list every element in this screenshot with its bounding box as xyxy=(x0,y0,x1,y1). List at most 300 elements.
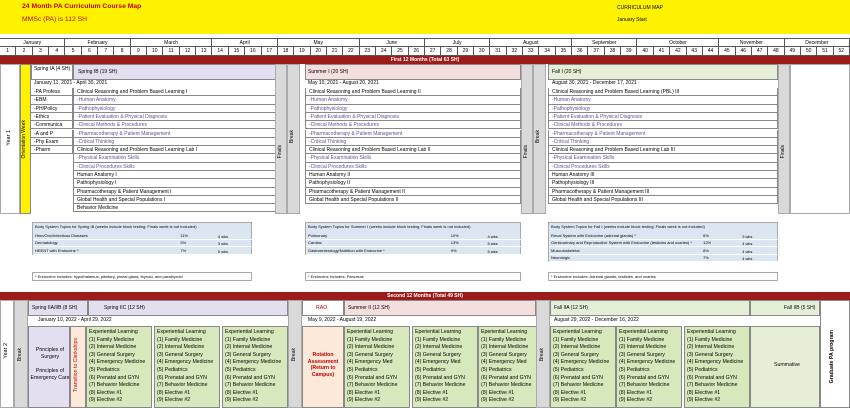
week-cell: 48 xyxy=(768,47,784,56)
topic-name: Pulmonary xyxy=(308,232,328,238)
ew-line: (2) Internal Medicine xyxy=(89,344,137,351)
spring-row: Behavior Medicine xyxy=(73,204,283,212)
start-label: January Start xyxy=(617,17,647,23)
ew-block xyxy=(478,326,544,408)
summer-ii-dates: May 9, 2022 - August 19, 2022 xyxy=(308,317,377,323)
ew-line: (7) Behavior Medicine xyxy=(553,382,604,389)
ew-line: (3) General Surgery xyxy=(347,351,393,358)
fall-row: Global Health and Special Populations III xyxy=(548,196,778,204)
topic-weeks: 3 wks xyxy=(217,241,229,246)
topic-pct: 13% xyxy=(450,240,459,245)
spring-ia-list xyxy=(31,88,73,160)
ew-line: (2) Internal Medicine xyxy=(157,344,205,351)
break-2-label: Break xyxy=(535,130,541,144)
ew-line: (8) Elective #1 xyxy=(157,389,191,396)
week-cell: 9 xyxy=(131,47,147,56)
spring-ia-item: -Ethics xyxy=(31,113,73,121)
summer-row: -Human Anatomy xyxy=(305,96,521,104)
fall-row: -Human Anatomy xyxy=(548,96,778,104)
fall-i-title: Fall I (20 SH) xyxy=(552,69,582,75)
topic-weeks: 5 wks xyxy=(487,241,498,246)
ew-line: (8) Elective #1 xyxy=(619,389,653,396)
summer-row: Global Health and Special Populations II xyxy=(305,196,521,204)
ew-line: (1) Family Medicine xyxy=(619,336,665,343)
ew-line: (6) Prenatal and GYN xyxy=(619,374,669,381)
fall-row: -Physical Examination Skills xyxy=(548,154,778,162)
summer-row: Pharmacotherapy & Patient Management II xyxy=(305,188,521,196)
topic-table xyxy=(548,222,778,262)
week-cell: 35 xyxy=(556,47,572,56)
ew-line: (4) Emergency Med xyxy=(481,359,527,366)
ew-line: (5) Pediatrics xyxy=(481,367,512,373)
break-1-label: Break xyxy=(289,130,295,144)
week-row xyxy=(0,47,850,56)
topic-row-line xyxy=(549,261,779,262)
ew-block xyxy=(344,326,410,408)
ew-line: (5) Pediatrics xyxy=(157,367,188,373)
summer-row: Human Anatomy II xyxy=(305,171,521,179)
topic-weeks: 4 wks xyxy=(742,241,753,246)
ew-block xyxy=(412,326,478,408)
map-label: CURRICULUM MAP xyxy=(617,5,663,11)
week-cell: 23 xyxy=(360,47,376,56)
topic-weeks: 4 wks xyxy=(217,233,229,239)
month-cell: March xyxy=(131,39,213,48)
topic-pct: 6% xyxy=(703,232,709,238)
topic-pct: 5% xyxy=(180,240,187,245)
ew-line: (9) Elective #2 xyxy=(415,397,449,404)
fall-row: Pathophysiology III xyxy=(548,179,778,187)
ew-line: (8) Elective #1 xyxy=(481,389,515,396)
spring-row: -Pharmacotherapy & Patient Management xyxy=(73,130,283,138)
month-cell: May xyxy=(278,39,360,48)
ew-block xyxy=(222,326,288,408)
ew-line: (1) Family Medicine xyxy=(89,336,135,343)
week-cell: 27 xyxy=(425,47,441,56)
fall-row: -Clinical Methods & Procedures xyxy=(548,121,778,129)
ew-line: (2) Internal Medicine xyxy=(225,344,273,351)
ew-line: (7) Behavior Medicine xyxy=(415,382,466,389)
ew-line: (9) Elective #2 xyxy=(89,397,123,404)
spring-ia-item: -PH/Policy xyxy=(31,105,73,113)
ew-line: (8) Elective #1 xyxy=(553,389,587,396)
summer-row: -Clinical Methods & Procedures xyxy=(305,121,521,129)
ew-line: (3) General Surgery xyxy=(225,351,271,358)
week-cell: 50 xyxy=(801,47,817,56)
ew-line: (3) General Surgery xyxy=(89,351,135,358)
topic-name: Cardiac xyxy=(308,240,322,245)
ew-line: (3) General Surgery xyxy=(553,351,599,358)
topic-row-line xyxy=(549,246,779,247)
principles-emergency: Principles of Emergency Care xyxy=(30,368,70,381)
topic-row-line xyxy=(33,239,253,240)
fall-i-dates: August 30, 2021 - December 17, 2021 xyxy=(552,80,637,86)
topic-row-line xyxy=(549,254,779,255)
ew-line: (5) Pediatrics xyxy=(619,367,650,373)
ew-line: (1) Family Medicine xyxy=(687,336,733,343)
ew-line: (9) Elective #2 xyxy=(553,397,587,404)
fall-iia-dates: August 29, 2022 - December 16, 2022 xyxy=(554,317,639,323)
summer-row: -Physical Examination Skills xyxy=(305,154,521,162)
week-cell: 11 xyxy=(163,47,179,56)
week-cell: 13 xyxy=(196,47,212,56)
spring-row: Clinical Reasoning and Problem Based Learning I xyxy=(73,88,283,96)
spring-row: -Patient Evaluation & Physical Diagnosis xyxy=(73,113,283,121)
month-cell: October xyxy=(638,39,720,48)
week-cell: 36 xyxy=(572,47,588,56)
spring-row: -Physical Examination Skills xyxy=(73,154,283,162)
ew-line: (4) Emergency Medicine xyxy=(157,359,214,366)
fall-i-header xyxy=(548,64,778,80)
ew-line: Eperiential Learning xyxy=(481,329,528,335)
ew-line: (9) Elective #2 xyxy=(157,397,191,404)
ew-line: (4) Emergency Med xyxy=(347,359,393,366)
week-cell: 37 xyxy=(588,47,604,56)
ew-line: (6) Prenatal and GYN xyxy=(415,374,465,381)
topic-weeks: 3 wks xyxy=(742,233,753,239)
ew-line: (5) Pediatrics xyxy=(347,367,378,373)
rotation-label: Rotation Assessment (Return to Campus) xyxy=(307,352,339,378)
principles-block xyxy=(28,326,70,408)
summer-row: -Critical Thinking xyxy=(305,138,521,146)
week-cell: 12 xyxy=(180,47,196,56)
ew-block xyxy=(684,326,750,408)
week-cell: 25 xyxy=(392,47,408,56)
week-cell: 41 xyxy=(654,47,670,56)
ew-line: (9) Elective #2 xyxy=(481,397,515,404)
ew-line: (8) Elective #1 xyxy=(687,389,721,396)
ew-line: (7) Behavior Medicine xyxy=(157,382,208,389)
finals-2 xyxy=(521,64,533,214)
month-cell: June xyxy=(360,39,425,48)
ew-line: Experiential Learning xyxy=(225,329,274,335)
topic-name: Hem/Onc/Infectious Diseases xyxy=(35,232,88,238)
spring-row: -Critical Thinking xyxy=(73,138,283,146)
topic-weeks: 4 wks xyxy=(487,233,498,239)
month-cell: August xyxy=(490,39,572,48)
week-cell: 8 xyxy=(114,47,130,56)
topic-title: Body System Topics for Summer I (weeks include block testing; Finals week is not included) xyxy=(308,224,471,229)
topic-title: Body System Topics for Fall I (weeks include block testing; Finals week is not included) xyxy=(551,224,705,229)
ew-line: (3) General Surgery xyxy=(687,351,733,358)
ew-line: (6) Prenatal and GYN xyxy=(89,374,139,381)
ew-line: (9) Elective #2 xyxy=(347,397,381,404)
ew-block xyxy=(616,326,682,408)
spring-row: Clinical Reasoning and Problem Based Learning Lab I xyxy=(73,146,283,154)
summer-row: Clinical Reasoning and Problem Based Learning Lab II xyxy=(305,146,521,154)
ew-line: (8) Elective #1 xyxy=(89,389,123,396)
ew-line: (5) Pediatrics xyxy=(553,367,584,373)
ew-line: (5) Pediatrics xyxy=(687,367,718,373)
topic-row-line xyxy=(306,246,522,247)
year2-break-start-label: Break xyxy=(17,348,23,362)
page-subtitle: MMSc (PA) is 112 SH xyxy=(22,16,88,23)
ew-line: (7) Behavior Medicine xyxy=(687,382,738,389)
week-cell: 32 xyxy=(507,47,523,56)
spring-ia-title: Spring IA (4 SH) xyxy=(34,66,71,72)
ew-line: (9) Elective #2 xyxy=(225,397,259,404)
summer-row: -Clinical Procedures Skills xyxy=(305,163,521,171)
ew-line: (6) Prenatal and GYN xyxy=(225,374,275,381)
ew-line: (2) Internal Medicine xyxy=(347,344,395,351)
topic-pct: 10% xyxy=(450,232,459,238)
week-cell: 1 xyxy=(0,47,16,56)
week-cell: 34 xyxy=(539,47,555,56)
topic-name: Gastroenterology/Nutrition with Endocrine * xyxy=(308,247,385,253)
ew-line: (6) Prenatal and GYN xyxy=(687,374,737,381)
ew-line: Experiential Learning xyxy=(619,329,668,335)
week-cell: 19 xyxy=(294,47,310,56)
spring-ii-dates: January 10, 2022 - April 29, 2022 xyxy=(38,317,112,323)
page-title: 24 Month PA Curriculum Course Map xyxy=(22,3,142,10)
ew-line: (7) Behavior Medicine xyxy=(481,382,532,389)
week-cell: 42 xyxy=(670,47,686,56)
ew-line: Experiential Learning xyxy=(157,329,206,335)
topic-weeks: 5 wks xyxy=(217,248,229,254)
ew-line: (6) Prenatal and GYN xyxy=(481,374,531,381)
topic-table xyxy=(305,222,521,255)
spring-row: Global Health and Special Populations I xyxy=(73,196,283,204)
summative-label: Summative xyxy=(774,362,800,368)
week-cell: 44 xyxy=(703,47,719,56)
week-cell: 51 xyxy=(817,47,833,56)
year2-break-1-label: Break xyxy=(291,348,297,362)
month-cell: April xyxy=(213,39,278,48)
fall-i-end xyxy=(790,64,850,214)
spring-iic-title: Spring IIC (12 SH) xyxy=(104,305,145,311)
ew-line: (7) Behavior Medicine xyxy=(619,382,670,389)
topic-name: Neurologic xyxy=(551,255,571,260)
summer-row: Clinical Reasoning and Problem Based Learning II xyxy=(305,88,521,96)
ew-line: (2) Internal Medicine xyxy=(687,344,735,351)
week-cell: 33 xyxy=(523,47,539,56)
month-cell: July xyxy=(425,39,490,48)
ew-line: (7) Behavior Medicine xyxy=(347,382,398,389)
ew-line: (1) Family Medicine xyxy=(415,336,461,343)
spring-row: Pharmacotherapy & Patient Management I xyxy=(73,188,283,196)
finals-3 xyxy=(778,64,790,214)
week-cell: 16 xyxy=(245,47,261,56)
spring-iia-title: Spring IIA/IIB (8 SH) xyxy=(32,305,78,311)
week-cell: 22 xyxy=(343,47,359,56)
ew-line: Experiential Learning xyxy=(89,329,138,335)
summer-ii-title: Summer II (12 SH) xyxy=(348,305,390,311)
ew-line: (4) Emergency Medicine xyxy=(89,359,146,366)
week-cell: 40 xyxy=(638,47,654,56)
year2-banner: Second 12 Months (Total 49 SH) xyxy=(0,292,850,300)
graduate-label: Graduate PA program xyxy=(829,330,835,384)
summer-i-dates: May 10, 2021 - August 20, 2021 xyxy=(308,80,379,86)
topic-weeks: 4 wks xyxy=(742,248,753,254)
week-cell: 4 xyxy=(49,47,65,56)
month-cell: February xyxy=(65,39,130,48)
topic-pct: 7% xyxy=(703,255,709,260)
week-cell: 15 xyxy=(229,47,245,56)
ew-block xyxy=(154,326,220,408)
topic-table xyxy=(32,222,252,255)
ew-line: (2) Internal Medicine xyxy=(619,344,667,351)
topic-pct: 12% xyxy=(703,240,712,245)
ew-line: (8) Elective #1 xyxy=(415,389,449,396)
ew-line: (1) Family Medicine xyxy=(225,336,271,343)
finals-2-label: Finals xyxy=(523,145,529,159)
topic-title: Body System Topics for Spring IB (weeks include block testing; Finals week is not included) xyxy=(35,224,197,229)
topic-name: HEENT with Endocrine * xyxy=(35,247,79,253)
fall-row: -Pharmacotherapy & Patient Management xyxy=(548,130,778,138)
week-cell: 10 xyxy=(147,47,163,56)
week-cell: 47 xyxy=(752,47,768,56)
ew-line: (5) Pediatrics xyxy=(89,367,120,373)
topic-note: * Endocrine includes: Pancreas xyxy=(308,273,364,279)
year2-break-2-label: Break xyxy=(539,348,545,362)
summer-row: -Pathophysiology xyxy=(305,105,521,113)
fall-row: -Patient Evaluation & Physical Diagnosis xyxy=(548,113,778,121)
week-cell: 20 xyxy=(311,47,327,56)
ew-line: (1) Family Medicine xyxy=(157,336,203,343)
week-cell: 31 xyxy=(490,47,506,56)
ew-line: (6) Prenatal and GYN xyxy=(347,374,397,381)
topic-pct: 11% xyxy=(180,232,189,238)
topic-note: * Endocrine includes: Adrenal glands, testicles, and ovaries xyxy=(551,273,656,279)
ew-line: (4) Emergency Medicine xyxy=(225,359,282,366)
spring-row: Human Anatomy I xyxy=(73,171,283,179)
topic-name: Genitourinary and Reproductive System with Endocrine (testicles and ovaries) * xyxy=(551,240,692,245)
fall-iia-title: Fall IIA (12 SH) xyxy=(554,305,588,311)
ew-line: (5) Pediatrics xyxy=(225,367,256,373)
rao-label: RAO xyxy=(316,305,328,311)
finals-1-label: Finals xyxy=(277,145,283,159)
spring-ia-item: -EBM xyxy=(31,96,73,104)
ew-line: (1) Family Medicine xyxy=(347,336,393,343)
week-cell: 21 xyxy=(327,47,343,56)
week-cell: 3 xyxy=(33,47,49,56)
topic-name: Musculoskeletal xyxy=(551,247,580,253)
week-cell: 43 xyxy=(687,47,703,56)
fall-row: Clinical Reasoning and Problem Based Learning (PBL) III xyxy=(548,88,778,96)
fall-row: -Pathophysiology xyxy=(548,105,778,113)
ew-line: (9) Elective #2 xyxy=(687,397,721,404)
month-cell: November xyxy=(719,39,784,48)
fall-row: Clinical Reasoning and Problem Based Learning Lab III xyxy=(548,146,778,154)
ew-line: (9) Elective #2 xyxy=(619,397,653,404)
week-cell: 28 xyxy=(441,47,457,56)
ew-line: (2) Internal Medicine xyxy=(415,344,463,351)
topic-name: Dermatology xyxy=(35,240,58,245)
ew-line: Experiential Learning xyxy=(687,329,736,335)
ew-line: Experiential Learning xyxy=(553,329,602,335)
ew-line: (4) Emergency Med xyxy=(415,359,461,366)
spring-row: -Clinical Procedures Skills xyxy=(73,163,283,171)
spring-row: -Pathophysiology xyxy=(73,105,283,113)
week-cell: 39 xyxy=(621,47,637,56)
ew-line: (3) General Surgery xyxy=(619,351,665,358)
week-cell: 46 xyxy=(736,47,752,56)
ew-line: (4) Emergency Medicine xyxy=(553,359,610,366)
week-cell: 38 xyxy=(605,47,621,56)
spring-row: -Clinical Methods & Procedures xyxy=(73,121,283,129)
ew-line: (2) Internal Medicine xyxy=(481,344,529,351)
spring-ia-item: -PA Profess xyxy=(31,88,73,96)
spring-ia-item: -A and P xyxy=(31,130,73,138)
principles-surgery: Principles of Surgery xyxy=(35,347,65,360)
summer-row: -Pharmacotherapy & Patient Management xyxy=(305,130,521,138)
spring-row: Pathophysiology I xyxy=(73,179,283,187)
ew-line: (6) Prenatal and GYN xyxy=(157,374,207,381)
fall-row: Pharmacotherapy & Patient Management III xyxy=(548,188,778,196)
summer-row: Pathophysiology II xyxy=(305,179,521,187)
ew-line: (4) Emergency Medicine xyxy=(687,359,744,366)
ew-line: (7) Behavior Medicine xyxy=(225,382,276,389)
topic-weeks: 4 wks xyxy=(742,256,753,261)
week-cell: 49 xyxy=(785,47,801,56)
finals-3-label: Finals xyxy=(780,145,786,159)
spring-ia-item: -Pharm xyxy=(31,146,73,154)
week-cell: 24 xyxy=(376,47,392,56)
week-cell: 5 xyxy=(65,47,81,56)
topic-weeks: 5 wks xyxy=(487,248,498,254)
month-cell: December xyxy=(785,39,850,48)
spring-ib-dates: January 11, 2021 - April 30, 2021 xyxy=(34,80,108,86)
ew-line: (3) General Surgery xyxy=(415,351,461,358)
ew-line: (1) Family Medicine xyxy=(553,336,599,343)
spring-ia-item: -Phy Exam xyxy=(31,138,73,146)
ew-line: (5) Pediatrics xyxy=(415,367,446,373)
summer-i-title: Summer I (20 SH) xyxy=(308,69,349,75)
topic-row-line xyxy=(33,246,253,247)
topic-name: Renal System with Endocrine (adrenal glands) * xyxy=(551,232,636,238)
topic-note: * Endocrine includes: hypothalamus, pituitary, pineal gland, thyroid, and parathyroid xyxy=(35,273,183,279)
week-cell: 2 xyxy=(16,47,32,56)
fall-row: -Clinical Procedures Skills xyxy=(548,163,778,171)
week-cell: 14 xyxy=(213,47,229,56)
fall-iib-title: Fall IIB (5 SH) xyxy=(784,305,816,311)
month-cell: January xyxy=(0,39,65,48)
topic-row-line xyxy=(33,254,253,255)
summer-row: -Patient Evaluation & Physical Diagnosis xyxy=(305,113,521,121)
topic-pct: 9% xyxy=(450,247,457,253)
week-cell: 52 xyxy=(834,47,850,56)
year2-label: Year 2 xyxy=(3,343,9,359)
week-cell: 45 xyxy=(719,47,735,56)
ew-line: (3) General Surgery xyxy=(481,351,527,358)
ew-line: (3) General Surgery xyxy=(157,351,203,358)
ew-line: (6) Prenatal and GYN xyxy=(553,374,603,381)
ew-line: Eperiential Learning xyxy=(415,329,462,335)
ew-block xyxy=(86,326,152,408)
week-cell: 26 xyxy=(409,47,425,56)
fall-row: Human Anatomy III xyxy=(548,171,778,179)
fall-row: -Critical Thinking xyxy=(548,138,778,146)
ew-line: (8) Elective #1 xyxy=(347,389,381,396)
month-row xyxy=(0,38,850,47)
topic-pct: 7% xyxy=(180,247,187,253)
transition-label: Transition to Clerkships xyxy=(73,338,79,393)
ew-line: (7) Behavior Medicine xyxy=(89,382,140,389)
ew-line: Eperiential Learning xyxy=(347,329,394,335)
year1-banner: First 12 Months (Total 63 SH) xyxy=(0,56,850,64)
ew-line: (2) Internal Medicine xyxy=(553,344,601,351)
week-cell: 17 xyxy=(262,47,278,56)
topic-row-line xyxy=(306,239,522,240)
spring-row: -Human Anatomy xyxy=(73,96,283,104)
ew-line: (8) Elective #1 xyxy=(225,389,259,396)
spring-ia-item: -Communica xyxy=(31,121,73,129)
year1-label: Year 1 xyxy=(6,130,12,146)
week-cell: 18 xyxy=(278,47,294,56)
topic-row-line xyxy=(306,254,522,255)
orientation-label: Orientation Week xyxy=(21,120,27,159)
finals-1 xyxy=(275,64,287,214)
